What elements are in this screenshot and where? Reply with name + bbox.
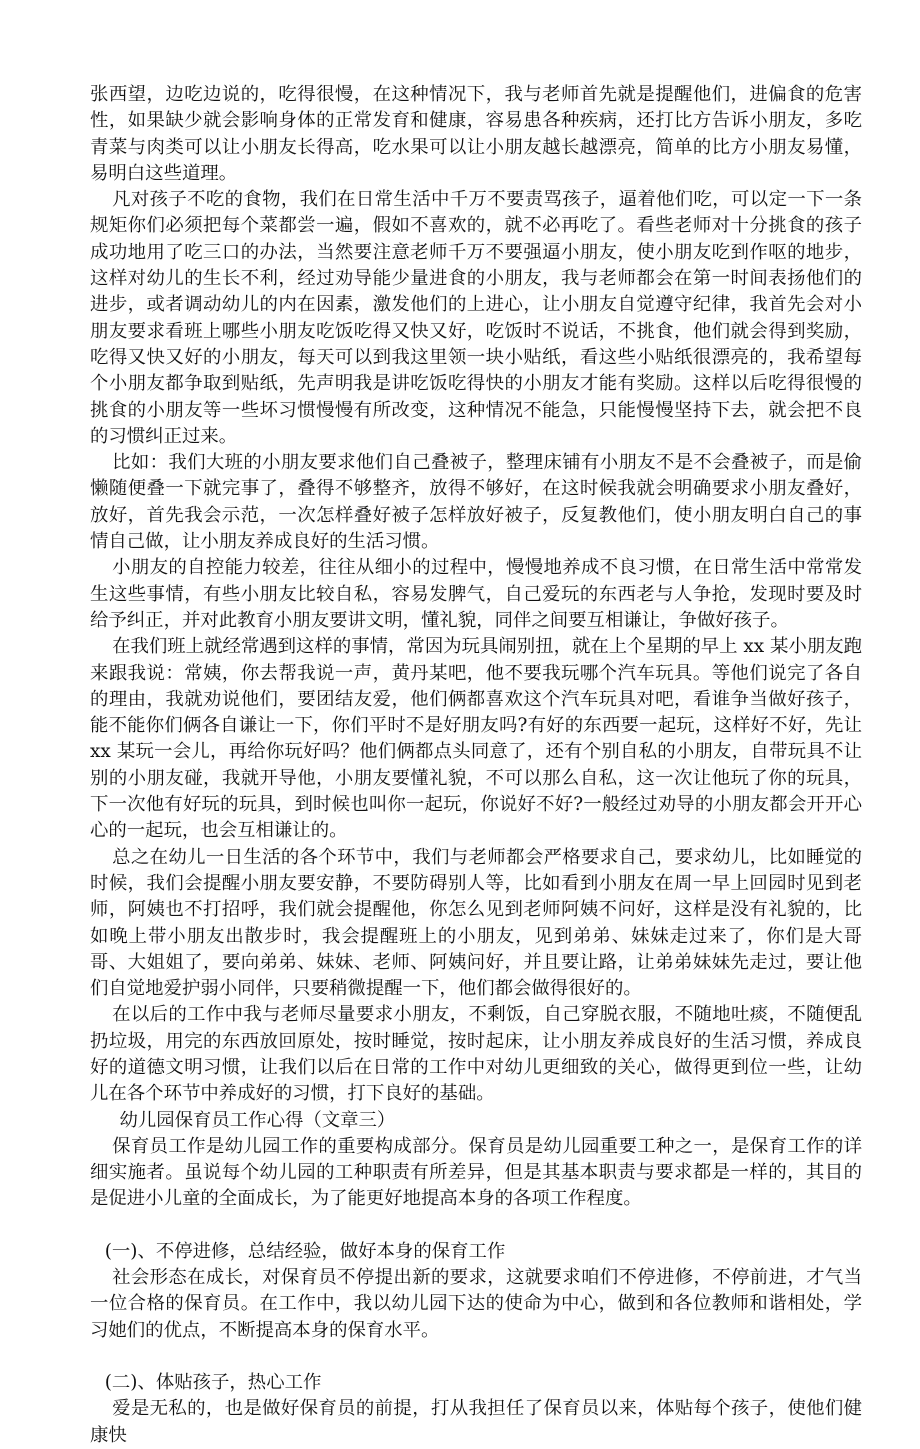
article-title: 幼儿园保育员工作心得（文章三） (119, 1109, 396, 1131)
paragraph-8: 保育员工作是幼儿园工作的重要构成部分。保育员是幼儿园重要工种之一，是保育工作的详细实施者。虽说每个幼儿园的工种职责有所差异，但是其基本职责与要求都是一样的，其目的是促进小儿童的全面成长，为了能更好地提高本身的各项工作程度。 (90, 1135, 862, 1210)
blank-line (90, 1344, 862, 1370)
paragraph-3: 比如：我们大班的小朋友要求他们自己叠被子，整理床铺有小朋友不是不会叠被子，而是偷懒随便叠一下就完事了，叠得不够整齐，放得不够好，在这时候我就会明确要求小朋友叠好，放好，首先我会示范，一次怎样叠好被子怎样放好被子，反复教他们，使小朋友明白自己的事情自己做，让小朋友养成良好的生活习惯。 (90, 452, 862, 553)
paragraph-4: 小朋友的自控能力较差，往往从细小的过程中，慢慢地养成不良习惯，在日常生活中常常发生这些事情，有些小朋友比较自私，容易发脾气，自己爱玩的东西老与人争抢，发现时要及时给予纠正，并对此教育小朋友要讲文明，懂礼貌，同伴之间要互相谦让，争做好孩子。 (90, 557, 862, 631)
paragraph-1: 张西望，边吃边说的，吃得很慢，在这种情况下，我与老师首先就是提醒他们，进偏食的危害性，如果缺少就会影响身体的正常发育和健康，容易患各种疾病，还打比方告诉小朋友，多吃青菜与肉类可以让小朋友长得高，吃水果可以让小朋友越长越漂亮，简单的比方小朋友易懂，易明白这些道理。 (90, 84, 862, 184)
paragraph-6: 总之在幼儿一日生活的各个环节中，我们与老师都会严格要求自己，要求幼儿，比如睡觉的时候，我们会提醒小朋友要安静，不要防碍别人等，比如看到小朋友在周一早上回园时见到老师，阿姨也不打招呼，我们就会提醒他，你怎么见到老师阿姨不问好，这样是没有礼貌的，比如晚上带小朋友出散步时，我会提醒班上的小朋友，见到弟弟、妹妹走过来了，你们是大哥哥、大姐姐了，要向弟弟、妹妹、老师、阿姨问好，并且要让路，让弟弟妹妹先走过，要让他们自觉地爱护弱小同伴，只要稍微提醒一下，他们都会做得很好的。 (90, 846, 862, 1000)
section-2-title: (二)、体贴孩子，热心工作 (104, 1371, 322, 1393)
paragraph-5: 在我们班上就经常遇到这样的事情，常因为玩具闹别扭，就在上个星期的早上 xx 某小朋友跑来跟我说：常姨，你去帮我说一声，黄丹某吧，他不要我玩哪个汽车玩具。等他们说完了各自的理由，我就劝说他们，要团结友爱，他们俩都喜欢这个汽车玩具对吧，看谁争当做好孩子，能不能你们俩各自谦让一下，你们平时不是好朋友吗?有好的东西要一起玩，这样好不好，先让 xx 某玩一会儿，再给你玩好吗？他们俩都点头同意了，还有个别自私的小朋友，自带玩具不让别的小朋友碰，我就开导他，小朋友要懂礼貌，不可以那么自私，这一次让他玩了你的玩具，下一次他有好玩的玩具，到时候也叫你一起玩，你说好不好?一般经过劝导的小朋友都会开开心心的一起玩，也会互相谦让的。 (90, 636, 862, 842)
blank-line (90, 1213, 862, 1239)
section-1-title: (一)、不停进修，总结经验，做好本身的保育工作 (104, 1240, 506, 1262)
paragraph-10: 爱是无私的，也是做好保育员的前提，打从我担任了保育员以来，体贴每个孩子，使他们健康快 (90, 1398, 862, 1446)
paragraph-2: 凡对孩子不吃的食物，我们在日常生活中千万不要责骂孩子，逼着他们吃，可以定一下一条规矩你们必须把每个菜都尝一遍，假如不喜欢的，就不必再吃了。看些老师对十分挑食的孩子成功地用了吃三口的办法，当然要注意老师千万不要强逼小朋友，使小朋友吃到作呕的地步，这样对幼儿的生长不利，经过劝导能少量进食的小朋友，我与老师都会在第一时间表扬他们的进步，或者调动幼儿的内在因素，激发他们的上进心，让小朋友自觉遵守纪律，我首先会对小朋友要求看班上哪些小朋友吃饭吃得又快又好，吃饭时不说话，不挑食，他们就会得到奖励，吃得又快又好的小朋友，每天可以到我这里领一块小贴纸，看这些小贴纸很漂亮的，我希望每个小朋友都争取到贴纸，先声明我是讲吃饭吃得快的小朋友才能有奖励。这样以后吃得很慢的挑食的小朋友等一些坏习惯慢慢有所改变，这种情况不能急，只能慢慢坚持下去，就会把不良的习惯纠正过来。 (90, 189, 862, 447)
paragraph-9: 社会形态在成长，对保育员不停提出新的要求，这就要求咱们不停进修，不停前进，才气当一位合格的保育员。在工作中，我以幼儿园下达的使命为中心，做到和各位教师和谐相处，学习她们的优点，不断提高本身的保育水平。 (90, 1267, 862, 1341)
paragraph-7: 在以后的工作中我与老师尽量要求小朋友，不剩饭，自己穿脱衣服，不随地吐痰，不随便乱扔垃圾，用完的东西放回原处，按时睡觉，按时起床，让小朋友养成良好的生活习惯，养成良好的道德文明习惯，让我们以后在日常的工作中对幼儿更细致的关心，做得更到位一些，让幼儿在各个环节中养成好的习惯，打下良好的基础。 (90, 1004, 862, 1105)
